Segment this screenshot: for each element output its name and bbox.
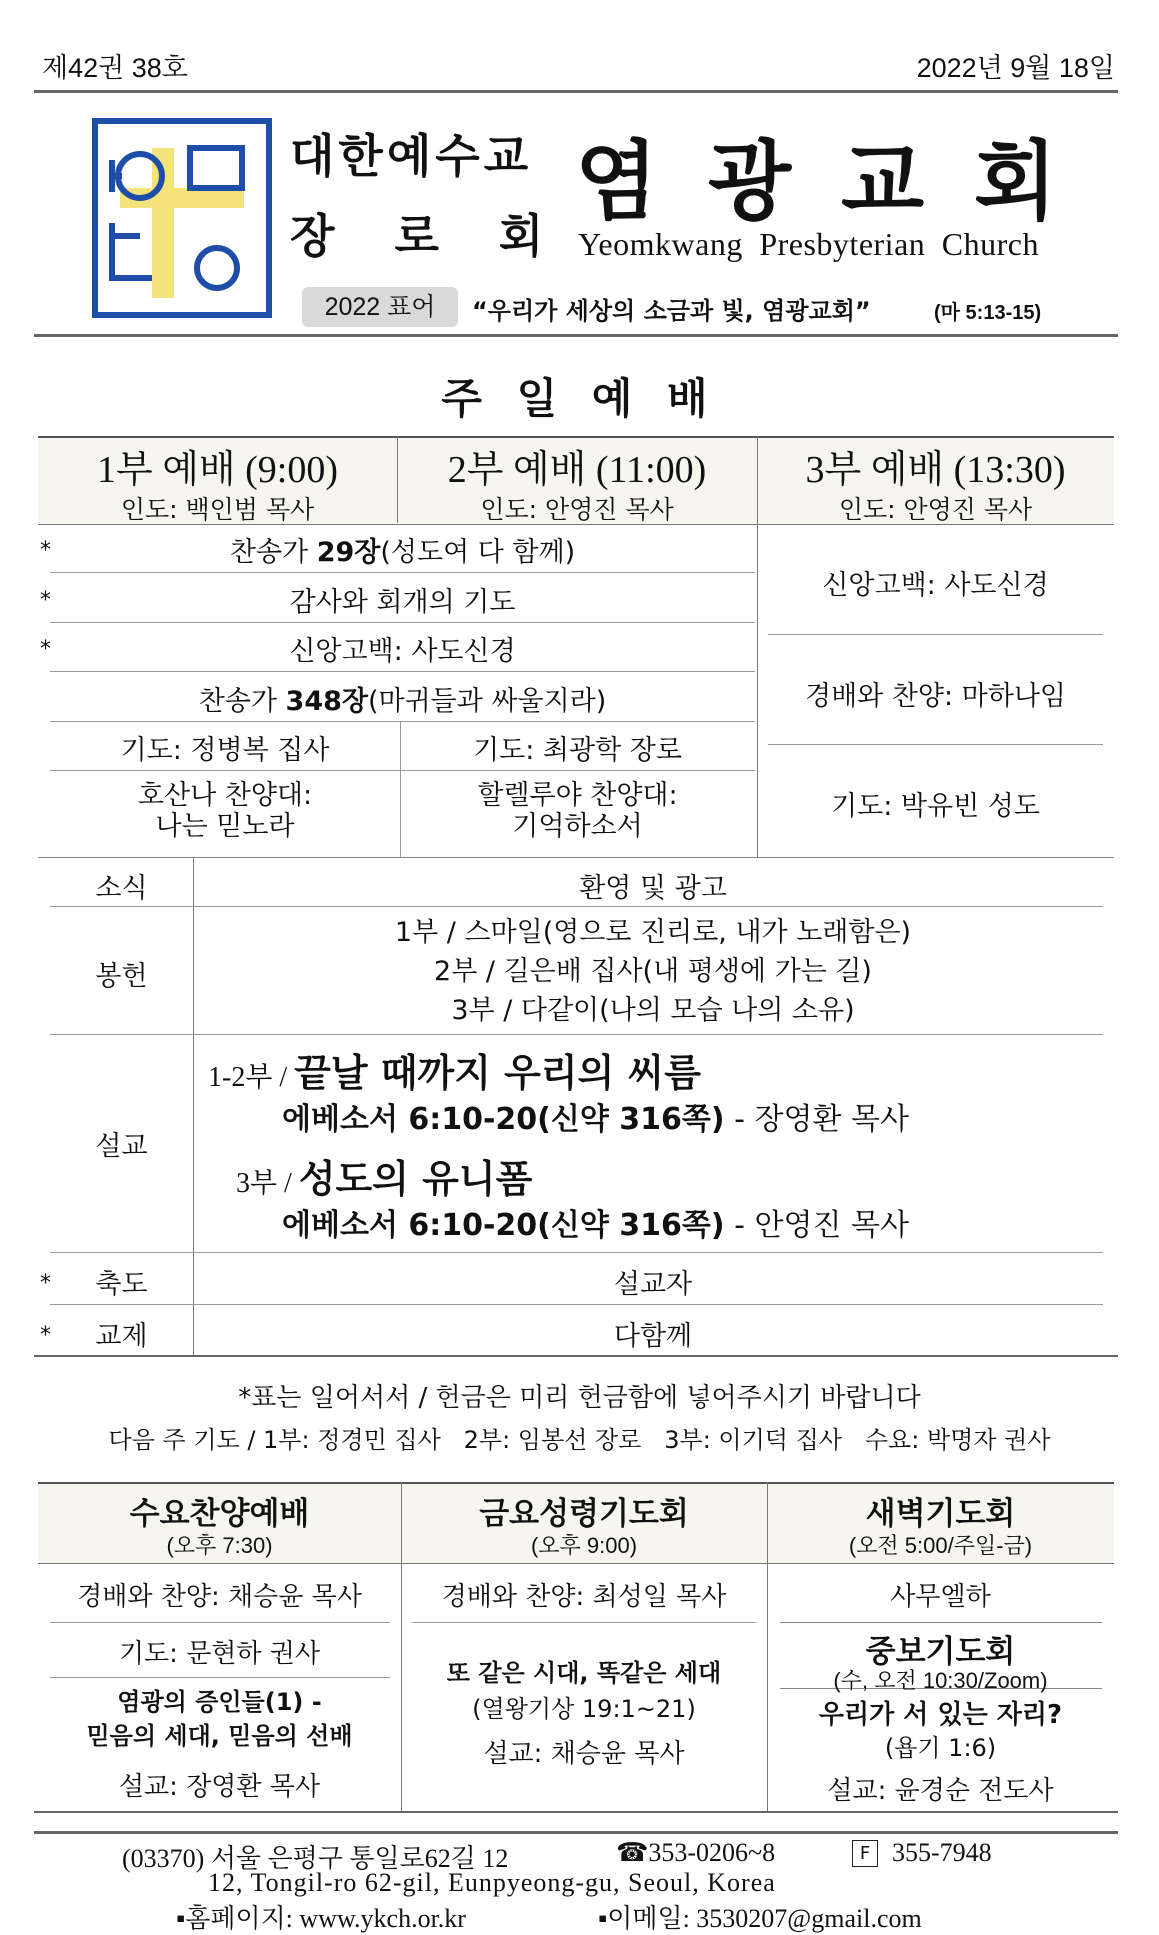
choir-2-name: 할렐루야 찬양대: bbox=[477, 780, 678, 811]
sermon-2-title: 성도의 유니폼 bbox=[298, 1157, 533, 1201]
denomination-line2: 장 로 회 bbox=[290, 209, 566, 263]
choir-1-song: 나는 믿노라 bbox=[155, 811, 295, 842]
offering-service-3: 3부 / 다같이(나의 모습 나의 소유) bbox=[451, 995, 855, 1026]
third-service-prayer: 기도: 박유빈 성도 bbox=[831, 791, 1040, 822]
third-rule-1 bbox=[768, 634, 1103, 635]
sermon-2-reference: 에베소서 6:10-20(신약 316쪽) bbox=[282, 1208, 725, 1243]
sermon-1-services: 1-2부 / bbox=[208, 1062, 295, 1093]
third-rule-2 bbox=[768, 744, 1103, 745]
issue-date: 2022년 9월 18일 bbox=[916, 53, 1115, 83]
wednesday-time: (오후 7:30) bbox=[166, 1533, 273, 1558]
hymn-1-prefix: 찬송가 bbox=[229, 537, 317, 568]
offering-service-2: 2부 / 길은배 집사(내 평생에 가는 길) bbox=[434, 956, 872, 987]
sermon-2-services: 3부 / bbox=[236, 1168, 299, 1199]
service-1-title: 1부 예배 (9:00) bbox=[97, 449, 338, 491]
offering-label: 봉헌 bbox=[95, 961, 148, 992]
standing-star-4: * bbox=[40, 1271, 51, 1296]
order-rule-2 bbox=[50, 622, 755, 623]
motto-text: “우리가 세상의 소금과 빛, 염광교회” bbox=[472, 297, 871, 325]
rows-rule-2 bbox=[50, 1034, 1103, 1035]
church-logo bbox=[92, 118, 272, 318]
intercession-time: (수, 오전 10:30/Zoom) bbox=[833, 1668, 1048, 1693]
dawn-time: (오전 5:00/주일-금) bbox=[848, 1533, 1033, 1558]
blessing-value: 설교자 bbox=[613, 1269, 693, 1300]
sermon-1-reference: 에베소서 6:10-20(신약 316쪽) bbox=[282, 1102, 725, 1137]
hymn-2-number: 348장 bbox=[285, 686, 368, 717]
service-2-title: 2부 예배 (11:00) bbox=[447, 449, 707, 491]
creed: 신앙고백: 사도신경 bbox=[289, 636, 516, 667]
choir-service-1 bbox=[50, 780, 400, 842]
choir-2-song: 기억하소서 bbox=[512, 811, 643, 842]
fellowship-value: 다함께 bbox=[613, 1321, 693, 1352]
wednesday-sermon bbox=[38, 1685, 401, 1753]
wed-rule-2 bbox=[50, 1677, 390, 1678]
rows-rule-1 bbox=[50, 906, 1103, 907]
offering-service-1: 1부 / 스마일(영으로 진리로, 내가 노래함은) bbox=[394, 917, 912, 948]
sermon-1-scripture bbox=[282, 1094, 909, 1138]
fri-rule-1 bbox=[412, 1622, 756, 1623]
rows-bottom-rule bbox=[34, 1355, 1118, 1357]
choir-1-name: 호산나 찬양대: bbox=[137, 780, 313, 811]
prayer-service-1: 기도: 정병복 집사 bbox=[120, 735, 330, 766]
standing-star-1: * bbox=[40, 538, 51, 563]
sermon-1-preacher: - 장영환 목사 bbox=[724, 1102, 909, 1137]
offering-list bbox=[193, 913, 1113, 1030]
header-rule bbox=[34, 90, 1118, 93]
standing-star-5: * bbox=[40, 1323, 51, 1348]
sermon-2 bbox=[236, 1148, 532, 1203]
wed-rule-1 bbox=[50, 1622, 390, 1623]
friday-preacher: 설교: 채승윤 목사 bbox=[483, 1739, 685, 1769]
prayer-of-confession: 감사와 회개의 기도 bbox=[289, 587, 516, 618]
volume-number: 제42권 38호 bbox=[42, 53, 188, 83]
standing-star-2: * bbox=[40, 588, 51, 613]
sermon-1 bbox=[208, 1042, 701, 1097]
next-week-prayer: 다음 주 기도 / 1부: 정경민 집사 2부: 임봉선 장로 3부: 이기덕 집사 수요: 박명자 권사 bbox=[108, 1426, 1051, 1454]
wednesday-preacher: 설교: 장영환 목사 bbox=[118, 1772, 321, 1802]
motto-reference: (마 5:13-15) bbox=[934, 302, 1042, 324]
hymn-1 bbox=[50, 530, 755, 569]
dawn-rule bbox=[780, 1622, 1102, 1623]
standing-note: *표는 일어서서 / 헌금은 미리 헌금함에 넣어주시기 바랍니다 bbox=[238, 1383, 921, 1413]
intercession-title: 중보기도회 bbox=[865, 1634, 1016, 1670]
intercession-reference: (욥기 1:6) bbox=[884, 1734, 997, 1762]
sermon-2-scripture bbox=[282, 1200, 909, 1244]
footer-address-english: 12, Tongil-ro 62-gil, Eunpyeong-gu, Seoul, Korea bbox=[208, 1868, 776, 1897]
friday-time: (오후 9:00) bbox=[530, 1533, 638, 1558]
sermon-2-preacher: - 안영진 목사 bbox=[724, 1208, 909, 1243]
service-3-leader: 인도: 안영진 목사 bbox=[838, 495, 1033, 524]
footer-homepage[interactable]: ▪홈페이지: www.ykch.or.kr bbox=[176, 1904, 466, 1933]
prayer-service-2: 기도: 최광학 장로 bbox=[473, 735, 682, 766]
header-bottom-rule bbox=[34, 334, 1118, 337]
fellowship-label: 교제 bbox=[95, 1321, 148, 1352]
motto-badge: 2022 표어 bbox=[302, 287, 458, 327]
denomination-line1: 대한예수교 bbox=[290, 129, 533, 183]
church-name: 염 광 교 회 bbox=[575, 132, 1068, 232]
service-2-leader: 인도: 안영진 목사 bbox=[480, 495, 674, 524]
order-rule-3 bbox=[50, 671, 755, 672]
wednesday-prayer: 기도: 문현하 권사 bbox=[118, 1639, 321, 1669]
weekday-bottom-rule bbox=[34, 1811, 1118, 1813]
friday-sermon: 또 같은 시대, 똑같은 세대 bbox=[446, 1659, 722, 1687]
service-1-leader: 인도: 백인범 목사 bbox=[120, 495, 315, 524]
hymn-2-title: (마귀들과 싸울지라) bbox=[367, 686, 607, 717]
wednesday-worship: 경배와 찬양: 채승윤 목사 bbox=[77, 1582, 362, 1612]
third-service-worship: 경배와 찬양: 마하나임 bbox=[805, 681, 1066, 712]
page-title: 주 일 예 배 bbox=[441, 374, 718, 423]
news-value: 환영 및 광고 bbox=[579, 873, 727, 904]
wednesday-sermon-line2: 믿음의 세대, 믿음의 선배 bbox=[86, 1722, 353, 1750]
wednesday-title: 수요찬양예배 bbox=[129, 1496, 310, 1532]
wednesday-sermon-line1: 염광의 증인들(1) - bbox=[117, 1688, 322, 1716]
order-rule-5 bbox=[50, 770, 755, 771]
friday-title: 금요성령기도회 bbox=[479, 1496, 689, 1532]
friday-worship: 경배와 찬양: 최성일 목사 bbox=[441, 1582, 727, 1612]
footer-phone: ☎353-0206~8 bbox=[616, 1838, 776, 1867]
dawn-scripture-book: 사무엘하 bbox=[890, 1582, 991, 1612]
hymn-1-title: (성도여 다 함께) bbox=[380, 537, 576, 568]
dawn-title: 새벽기도회 bbox=[865, 1496, 1016, 1532]
news-label: 소식 bbox=[95, 873, 148, 904]
logo-cross-icon bbox=[92, 118, 272, 318]
fax-icon: F bbox=[852, 1840, 878, 1867]
footer-fax: 355-7948 bbox=[892, 1838, 992, 1867]
rows-rule-3 bbox=[50, 1252, 1103, 1253]
order-rule-1 bbox=[50, 572, 755, 573]
hymn-2 bbox=[50, 679, 755, 718]
hymn-1-number: 29장 bbox=[316, 537, 381, 568]
footer-email[interactable]: ▪이메일: 3530207@gmail.com bbox=[598, 1904, 922, 1933]
hymn-2-prefix: 찬송가 bbox=[198, 686, 286, 717]
friday-reference: (열왕기상 19:1~21) bbox=[472, 1695, 696, 1723]
intercession-sermon: 우리가 서 있는 자리? bbox=[818, 1700, 1063, 1730]
blessing-label: 축도 bbox=[95, 1269, 148, 1300]
third-service-creed: 신앙고백: 사도신경 bbox=[822, 570, 1049, 601]
order-bottom-rule bbox=[38, 857, 1114, 858]
service-3-title: 3부 예배 (13:30) bbox=[805, 449, 1066, 491]
sermon-1-title: 끝날 때까지 우리의 씨름 bbox=[294, 1051, 701, 1095]
rows-rule-4 bbox=[50, 1304, 1103, 1305]
standing-star-3: * bbox=[40, 637, 51, 662]
order-rule-4 bbox=[50, 721, 755, 722]
footer-address: (03370) 서울 은평구 통일로62길 12 bbox=[122, 1844, 509, 1873]
sermon-label: 설교 bbox=[95, 1131, 148, 1162]
footer-rule bbox=[34, 1831, 1118, 1834]
church-english-name: Yeomkwang Presbyterian Church bbox=[578, 226, 1039, 262]
intercession-preacher: 설교: 윤경순 전도사 bbox=[827, 1776, 1054, 1806]
choir-service-2 bbox=[400, 780, 755, 842]
